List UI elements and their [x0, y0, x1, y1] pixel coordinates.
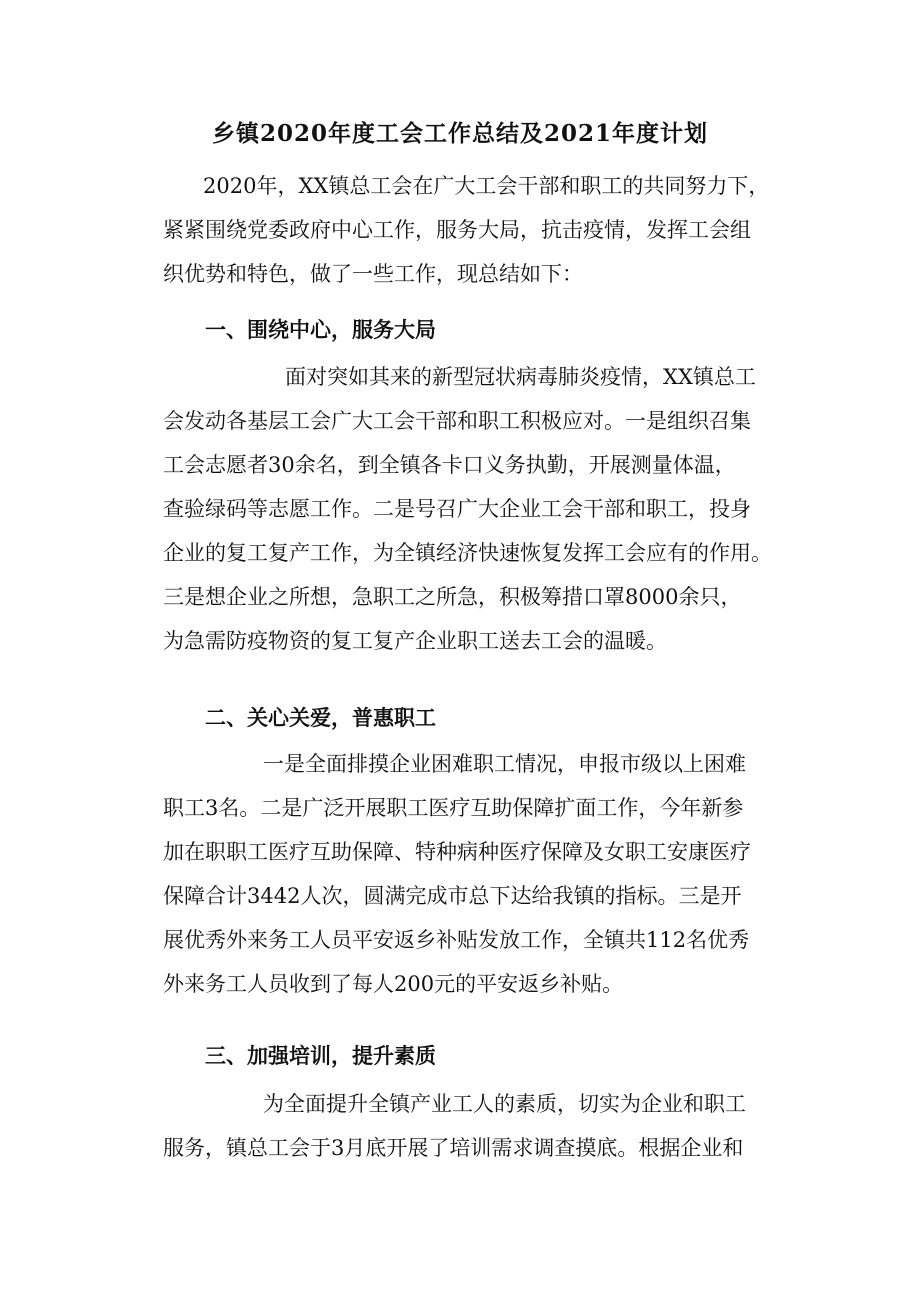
paragraph-line: 加在职职工医疗互助保障、特种病种医疗保障及女职工安康医疗 [163, 840, 751, 864]
paragraph-line: 工会志愿者30余名，到全镇各卡口义务执勤，开展测量体温， [163, 453, 736, 477]
paragraph-line: 保障合计3442人次，圆满完成市总下达给我镇的指标。三是开 [163, 884, 742, 908]
intro-paragraph [163, 164, 773, 296]
document-title: 乡镇2020年度工会工作总结及2021年度计划 [211, 120, 709, 147]
section-3-paragraph [163, 1082, 773, 1170]
paragraph-line: 为全面提升全镇产业工人的素质，切实为企业和职工 [263, 1092, 746, 1116]
section-1-paragraph [163, 355, 773, 663]
intro-line: 织优势和特色，做了一些工作，现总结如下： [163, 262, 583, 286]
paragraph-line: 外来务工人员收到了每人200元的平安返乡补贴。 [163, 972, 624, 996]
paragraph-line: 展优秀外来务工人员平安返乡补贴发放工作，全镇共112名优秀 [163, 928, 750, 952]
intro-line: 2020年，XX镇总工会在广大工会干部和职工的共同努力下， [203, 174, 770, 198]
paragraph-line: 一是全面排摸企业困难职工情况，申报市级以上困难 [263, 752, 746, 776]
paragraph-line: 三是想企业之所想，急职工之所急，积极筹措口罩8000余只， [163, 585, 742, 609]
intro-line: 紧紧围绕党委政府中心工作，服务大局，抗击疫情，发挥工会组 [163, 218, 751, 242]
section-heading-2: 二、关心关爱，普惠职工 [205, 705, 436, 730]
section-heading-1: 一、围绕中心，服务大局 [205, 317, 436, 342]
section-2-paragraph [163, 742, 773, 1006]
paragraph-line: 企业的复工复产工作，为全镇经济快速恢复发挥工会应有的作用。 [163, 541, 772, 565]
paragraph-line: 为急需防疫物资的复工复产企业职工送去工会的温暖。 [163, 629, 667, 653]
section-heading-3: 三、加强培训，提升素质 [205, 1043, 436, 1068]
paragraph-line: 服务，镇总工会于3月底开展了培训需求调查摸底。根据企业和 [163, 1136, 744, 1160]
paragraph-line: 查验绿码等志愿工作。二是号召广大企业工会干部和职工，投身 [163, 497, 751, 521]
paragraph-line: 面对突如其来的新型冠状病毒肺炎疫情，XX镇总工 [285, 365, 756, 389]
paragraph-line: 职工3名。二是广泛开展职工医疗互助保障扩面工作，今年新参 [163, 796, 744, 820]
paragraph-line: 会发动各基层工会广大工会干部和职工积极应对。一是组织召集 [163, 409, 751, 433]
